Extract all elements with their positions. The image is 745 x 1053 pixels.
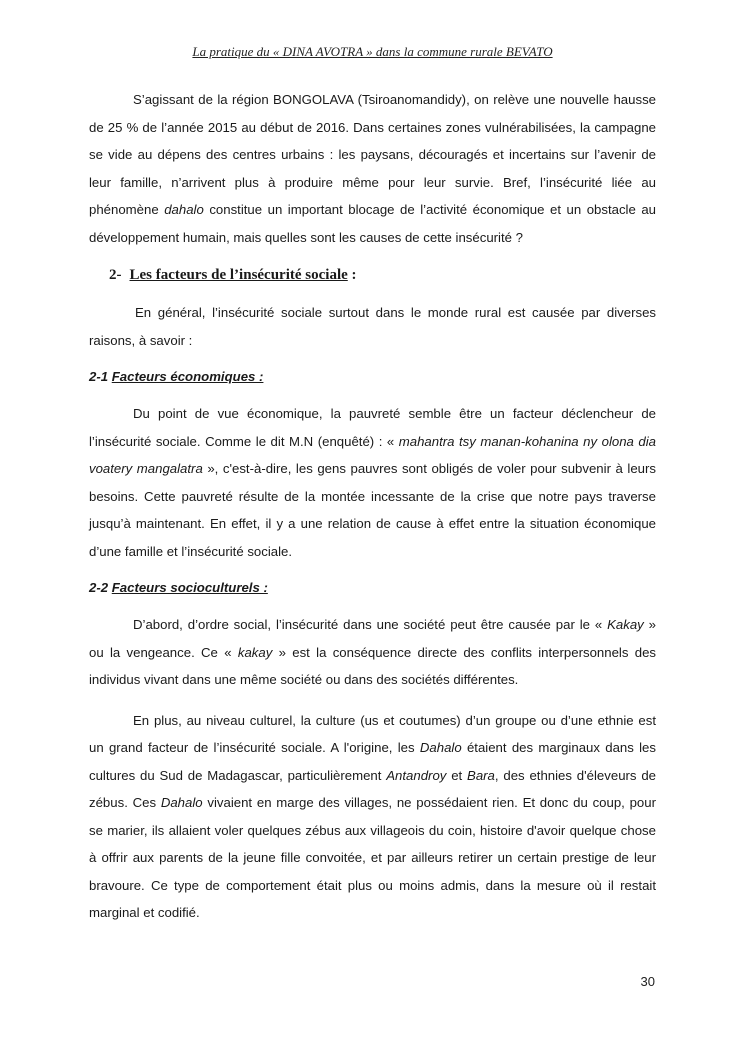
emphasis: Kakay	[607, 617, 644, 632]
subsection-heading-2-1	[89, 366, 656, 388]
emphasis: Bara	[467, 767, 495, 783]
emphasis: dahalo	[164, 202, 204, 217]
intro-paragraph	[89, 86, 656, 251]
text-run: » ou la vengeance. Ce «	[89, 617, 656, 660]
text-run: » est la conséquence directe des conflits interpersonnels des individus vivant dans une même société ou dans des sociétés différentes.	[89, 644, 656, 687]
subsection-number: 2-1	[89, 369, 112, 384]
subsection-heading-2-2	[89, 577, 656, 599]
text-run: D’abord, d’ordre social, l’insécurité dans une société peut être causée par le «	[133, 617, 608, 632]
page-number: 30	[640, 974, 655, 989]
social-factors-paragraph	[89, 611, 656, 694]
text-run: et	[446, 767, 468, 783]
emphasis: Dahalo	[160, 795, 203, 810]
text-run: Du point de vue économique, la pauvreté semble être un facteur déclencheur de l’insécurité sociale. Comme le dit M.N (enquêté) : «	[89, 406, 656, 449]
emphasis: kakay	[237, 644, 273, 660]
subsection-title: Facteurs économiques :	[111, 369, 264, 384]
subsection-number: 2-2	[89, 580, 112, 595]
text-run: , des ethnies d'éleveurs de zébus. Ces	[89, 767, 656, 810]
emphasis: Antandroy	[386, 767, 447, 783]
running-header: La pratique du « DINA AVOTRA » dans la commune rurale BEVATO	[192, 44, 553, 59]
quote-malagasy: mahantra tsy manan-kohanina ny olona dia voatery mangalatra	[89, 433, 657, 476]
economic-factors-paragraph	[89, 400, 656, 565]
section-colon: :	[347, 267, 357, 283]
subsection-title: Facteurs socioculturels :	[111, 580, 268, 595]
section-number: 2-	[109, 267, 122, 283]
emphasis: Dahalo	[419, 740, 462, 755]
text-run: », c'est-à-dire, les gens pauvres sont obligés de voler pour subvenir à leurs besoins. Cette pauvreté résulte de la montée incessante de la crise que notre pays traverse jusqu’à maintenant. En effet, il y a une relation de cause à effet entre la situation économique d’une famille et l’insécurité sociale.	[89, 461, 656, 559]
text-run: étaient des marginaux dans les cultures du Sud de Madagascar, particulièrement	[89, 740, 656, 783]
text-run: S’agissant de la région BONGOLAVA (Tsiroanomandidy), on relève une nouvelle hausse de 25 % de l’année 2015 au début de 2016. Dans certaines zones vulnérabilisées, la campagne se vide au dépens des centres urbains : les paysans, découragés et incertains sur l’avenir de leur famille, n’arrivent plus à produire même pour leur survie. Bref, l’insécurité liée au phénomène	[89, 92, 656, 217]
text-run: En plus, au niveau culturel, la culture (us et coutumes) d’un groupe ou d’une ethnie est un grand facteur de l’insécurité sociale. A l'origine, les	[89, 712, 656, 755]
section-heading-2	[109, 264, 656, 286]
section-title: Les facteurs de l’insécurité sociale	[129, 267, 348, 283]
text-run: vivaient en marge des villages, ne possédaient rien. Et donc du coup, pour se marier, ils allaient voler quelques zébus aux villageois du coin, histoire d'avoir quelque chose à offrir aux parents de la jeune fille convoitée, et par ailleurs retirer un certain prestige de leur bravoure. Ce type de comportement était plus ou moins admis, dans la mesure où il restait marginal et codifié.	[89, 795, 656, 920]
page-body	[89, 86, 656, 927]
text-run: constitue un important blocage de l’activité économique et un obstacle au développement humain, mais quelles sont les causes de cette insécurité ?	[89, 202, 657, 245]
cultural-factors-paragraph	[89, 707, 656, 927]
section-intro-paragraph: En général, l’insécurité sociale surtout dans le monde rural est causée par diverses raisons, à savoir :	[89, 305, 656, 348]
